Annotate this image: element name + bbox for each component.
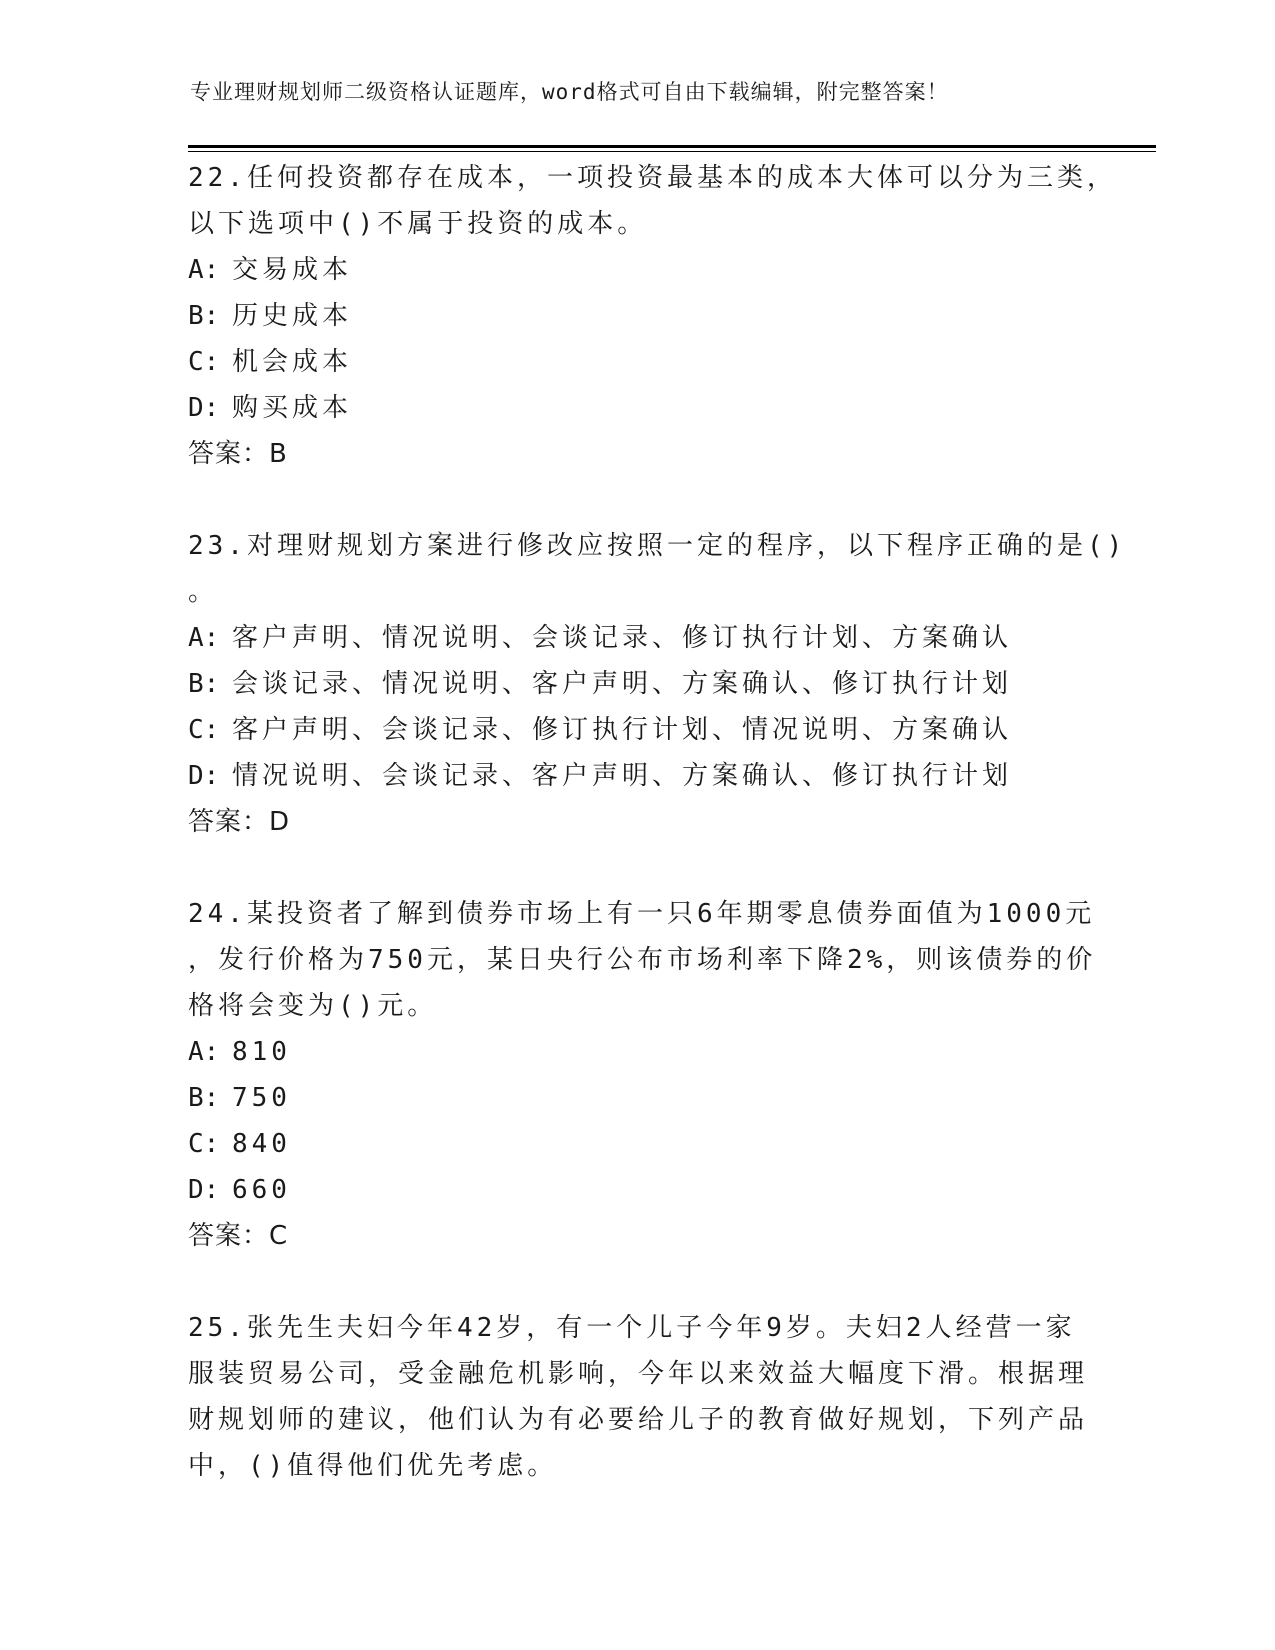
question-25 (188, 1305, 1088, 1489)
option-a (188, 1029, 1088, 1075)
option-letter: C: (188, 347, 220, 377)
question-stem-line: 。 (188, 577, 219, 607)
option-c (188, 339, 1088, 385)
page-header: 专业理财规划师二级资格认证题库，word格式可自由下载编辑，附完整答案！ (190, 80, 949, 104)
question-stem-line: 服装贸易公司，受金融危机影响，今年以来效益大幅度下滑。根据理 (188, 1359, 1089, 1389)
option-d (188, 1167, 1088, 1213)
question-stem-line: 24.某投资者了解到债券市场上有一只6年期零息债券面值为1000元 (188, 899, 1096, 929)
question-stem-line: 25.张先生夫妇今年42岁，有一个儿子今年9岁。夫妇2人经营一家 (188, 1313, 1076, 1343)
question-stem-line: 财规划师的建议，他们认为有必要给儿子的教育做好规划，下列产品 (188, 1405, 1089, 1435)
question-stem-line: 中，()值得他们优先考虑。 (188, 1451, 558, 1481)
option-a (188, 615, 1088, 661)
header-rule-thick (188, 145, 1156, 148)
option-text: 客户声明、情况说明、会谈记录、修订执行计划、方案确认 (232, 623, 1013, 653)
option-text: 会谈记录、情况说明、客户声明、方案确认、修订执行计划 (232, 669, 1013, 699)
question-stem-line: ，发行价格为750元，某日央行公布市场利率下降2%，则该债券的价 (188, 945, 1097, 975)
option-letter: D: (188, 761, 220, 791)
header-rule-thin (188, 151, 1156, 152)
option-letter: A: (188, 255, 220, 285)
option-text: 情况说明、会谈记录、客户声明、方案确认、修订执行计划 (232, 761, 1013, 791)
answer-label: 答案：D (188, 807, 291, 837)
option-c (188, 707, 1088, 753)
question-stem-line: 以下选项中()不属于投资的成本。 (188, 209, 648, 239)
option-b (188, 293, 1088, 339)
option-letter: A: (188, 623, 220, 653)
option-d (188, 385, 1088, 431)
option-text: 机会成本 (232, 347, 353, 377)
option-letter: C: (188, 715, 220, 745)
option-letter: B: (188, 301, 220, 331)
option-letter: C: (188, 1129, 220, 1159)
option-letter: B: (188, 1083, 220, 1113)
option-text: 840 (232, 1129, 291, 1159)
option-text: 历史成本 (232, 301, 353, 331)
question-22 (188, 155, 1117, 477)
option-text: 购买成本 (232, 393, 353, 423)
question-24 (188, 891, 1097, 1259)
option-b (188, 661, 1088, 707)
question-stem-line: 格将会变为()元。 (188, 991, 438, 1021)
question-list (188, 155, 1127, 1489)
option-text: 810 (232, 1037, 291, 1067)
option-text: 客户声明、会谈记录、修订执行计划、情况说明、方案确认 (232, 715, 1013, 745)
answer-label: 答案：C (188, 1221, 289, 1251)
spacer (188, 1259, 1088, 1305)
option-letter: D: (188, 393, 220, 423)
option-letter: A: (188, 1037, 220, 1067)
question-stem-line: 23.对理财规划方案进行修改应按照一定的程序，以下程序正确的是() (188, 531, 1127, 561)
option-letter: D: (188, 1175, 220, 1205)
question-stem-line: 22.任何投资都存在成本，一项投资最基本的成本大体可以分为三类， (188, 163, 1117, 193)
option-text: 交易成本 (232, 255, 353, 285)
spacer (188, 477, 1088, 523)
spacer (188, 845, 1088, 891)
option-c (188, 1121, 1088, 1167)
answer-label: 答案：B (188, 439, 288, 469)
option-a (188, 247, 1088, 293)
option-d (188, 753, 1088, 799)
option-letter: B: (188, 669, 220, 699)
option-b (188, 1075, 1088, 1121)
question-23 (188, 523, 1127, 845)
option-text: 750 (232, 1083, 291, 1113)
option-text: 660 (232, 1175, 291, 1205)
